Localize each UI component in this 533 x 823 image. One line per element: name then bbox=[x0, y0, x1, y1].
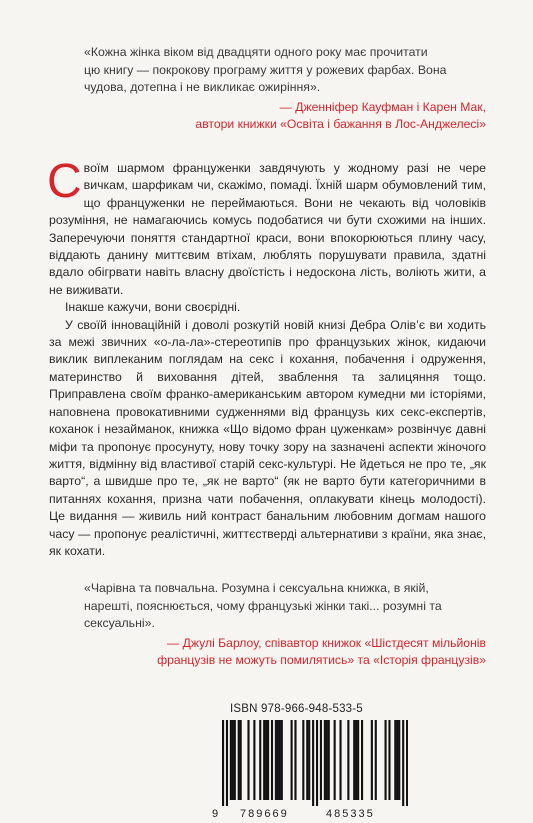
barcode-bar bbox=[294, 720, 296, 800]
barcode-bar bbox=[279, 720, 281, 800]
text-line: і одруження, материнство й виховання дітей, зваблення та залицяння bbox=[49, 352, 486, 384]
barcode-bar bbox=[230, 720, 232, 800]
bottom-quote bbox=[84, 580, 486, 670]
main-description bbox=[47, 155, 487, 560]
isbn-label: ISBN 978-966-948-533-5 bbox=[230, 703, 363, 715]
barcode-bar bbox=[232, 720, 234, 800]
paragraph-1 bbox=[47, 155, 486, 299]
barcode-bar bbox=[398, 720, 400, 800]
barcode-bar bbox=[326, 720, 328, 800]
attribution-line: автори книжки «Освіта і бажання в Лос-Анджелесі» bbox=[195, 117, 486, 131]
barcode-bar bbox=[320, 720, 322, 800]
barcode-bar bbox=[259, 720, 261, 800]
text-line: вичкам, шарфикам чи, скажімо, помаді. Їхній шарм обумовлений bbox=[83, 178, 462, 193]
barcode-bar bbox=[247, 720, 249, 800]
barcode-bar bbox=[265, 720, 267, 800]
text-line: правила, здатні вдало обігрвати навіть власну двоїстість і недоскона bbox=[49, 248, 486, 280]
text-line: воїм шармом француженки завдячують у жодному разі не чере bbox=[83, 161, 486, 175]
attribution-line: — Дженніфер Кауфман і Карен Мак, bbox=[279, 99, 486, 114]
barcode-bar bbox=[275, 720, 277, 800]
text-line: тим, що француженки не переймаються. Вони не чекають від чоловіків bbox=[83, 178, 486, 210]
barcode-bar bbox=[253, 720, 255, 800]
barcode-bar bbox=[291, 720, 293, 800]
barcode-bar bbox=[334, 720, 336, 800]
text-line: цуженкам» розвінчує давні міфи та пропонує просунуту, нову точку bbox=[49, 422, 486, 454]
barcode-bar bbox=[396, 720, 398, 800]
barcode-bar bbox=[406, 720, 408, 806]
barcode-bar bbox=[328, 720, 330, 800]
paragraph-2: Інакше кажучи, вони своєрідні. bbox=[65, 300, 241, 315]
barcode-bar bbox=[394, 720, 396, 800]
barcode-bar bbox=[226, 720, 228, 806]
attribution-line: — Джулі Барлоу, співавтор книжок «Шістдесят мільйонів bbox=[167, 635, 486, 650]
text-line: чати побачення, оплакувати кінець молодості). Це видання — живиль bbox=[49, 491, 486, 524]
barcode-bars bbox=[222, 720, 408, 806]
text-line: секс-культурі. Не йдеться не про те, „як варто“, а швидше про те, „як bbox=[49, 456, 486, 489]
barcode-bar bbox=[302, 720, 304, 800]
quote-line: чудова, дотепна і не викликає ожиріння». bbox=[84, 80, 321, 94]
text-line: зору на зазначені аспекти жіночого життя, відмінну від властивої старій bbox=[49, 439, 487, 471]
barcode-right-group: 485335 bbox=[326, 808, 375, 820]
attribution-line: французів не можуть помилятись» та «Історія французів» bbox=[157, 653, 486, 667]
top-quote-text bbox=[84, 44, 486, 97]
bottom-quote-text bbox=[84, 580, 486, 633]
paragraph-3 bbox=[49, 317, 486, 561]
barcode-bar bbox=[353, 720, 355, 800]
barcode-bar bbox=[263, 720, 265, 800]
barcode-bar bbox=[271, 720, 273, 800]
text-line: кидаючи виклик виплеканим поглядам на секс і кохання, побачення bbox=[49, 335, 486, 367]
quote-line: сексуальні». bbox=[84, 616, 155, 630]
barcode-bar bbox=[402, 720, 404, 806]
text-line: тощо. Приправлена своїм франко-американським автором кумедни bbox=[49, 369, 486, 402]
barcode-bar bbox=[357, 720, 359, 800]
quote-line: «Чарівна та повчальна. Розумна і сексуальна книжка, в якій, bbox=[84, 581, 429, 595]
drop-cap: С bbox=[47, 155, 82, 208]
text-line: лість, воліють жити, а не виживати. bbox=[49, 265, 486, 297]
barcode-bar bbox=[306, 720, 308, 800]
text-line: інших. Заперечуючи поняття стандартної краси, вони впокорюються bbox=[49, 213, 486, 245]
barcode-bar bbox=[347, 720, 349, 800]
barcode-bar bbox=[240, 720, 242, 800]
barcode-bar bbox=[308, 720, 310, 800]
barcode-bar bbox=[371, 720, 373, 800]
barcode-bar bbox=[281, 720, 283, 800]
barcode-bar bbox=[385, 720, 387, 800]
text-line: ний контраст банальним любовним догмам нашого часу — пропонує bbox=[49, 509, 487, 541]
barcode-bar bbox=[312, 720, 314, 806]
barcode-bar bbox=[316, 720, 318, 806]
barcode-bar bbox=[238, 720, 240, 800]
text-line: розуміння, не намагаючись комусь подобатися чи бути схожими на bbox=[49, 213, 451, 228]
bottom-quote-attribution bbox=[84, 635, 486, 670]
text-line: ходить за межі звичних «о-ла-ла»-стереотипів про французьких жінок, bbox=[49, 317, 486, 350]
barcode-first-digit: 9 bbox=[212, 808, 219, 820]
barcode-bar bbox=[222, 720, 224, 806]
barcode-bar bbox=[324, 720, 326, 800]
barcode-bar bbox=[339, 720, 341, 800]
barcode-bar bbox=[388, 720, 390, 800]
barcode-left-group: 789669 bbox=[240, 808, 289, 820]
quote-line: нарешті, пояснюється, чому французькі жінки такі... розумні та bbox=[84, 598, 442, 613]
text-line: не варто“ (як не варто бути категоричними в питаннях кохання, призна bbox=[49, 474, 486, 506]
barcode-bar bbox=[361, 720, 363, 800]
top-quote bbox=[84, 44, 486, 134]
barcode-bar bbox=[277, 720, 279, 800]
barcode-bar bbox=[355, 720, 357, 800]
text-line: ких секс-експертів, коханок і незаймaнок, книжка «Що відомо фран bbox=[49, 404, 486, 437]
text-line: плину часу, віддають данину миттєвим втіхам, люблять порушувати bbox=[49, 230, 486, 263]
barcode-bar bbox=[375, 720, 377, 800]
text-line: У своїй інноваційній і доволі розкутій новій книзі Дебра Олів’є ви bbox=[65, 317, 443, 332]
barcode bbox=[212, 720, 408, 820]
text-line: реалістичні, життєстверді альтернативи з країни, яка знає, як кохати. bbox=[49, 526, 486, 558]
quote-line: «Кожна жінка віком від двадцяти одного року має прочитати bbox=[84, 45, 428, 59]
quote-line: цю книгу — покрокову програму життя у рожевих фарбах. Вона bbox=[84, 62, 447, 77]
barcode-bar bbox=[267, 720, 269, 800]
top-quote-attribution bbox=[84, 99, 486, 134]
barcode-bar bbox=[234, 720, 236, 800]
text-line: ми історіями, наповнена провокативними судженнями від французь bbox=[49, 387, 486, 419]
